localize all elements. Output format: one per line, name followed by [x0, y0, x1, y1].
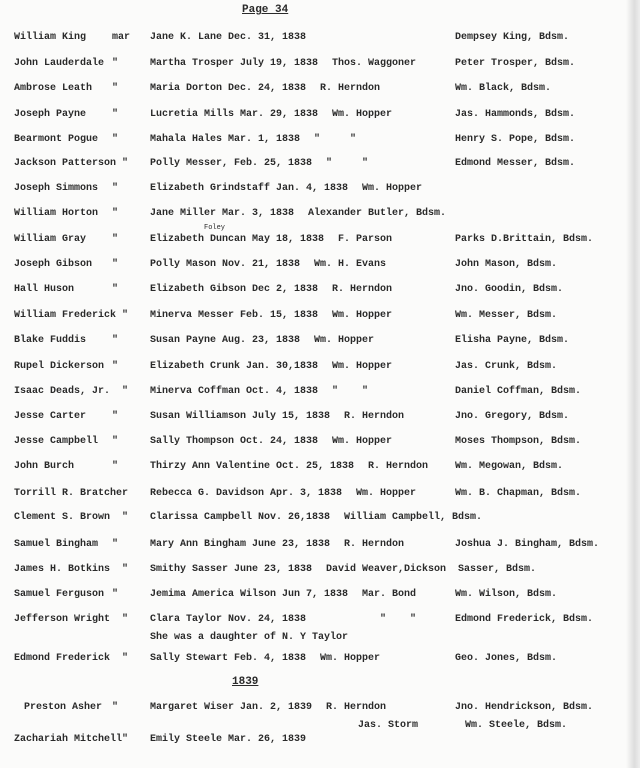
- bride-and-date: Mary Ann Bingham June 23, 1838: [150, 539, 331, 550]
- ditto-mark: ": [122, 310, 129, 321]
- bondsman: Geo. Jones, Bdsm.: [455, 653, 558, 664]
- ditto-mark: ": [112, 284, 119, 295]
- bride-and-date: Smithy Sasser June 23, 1838: [150, 564, 313, 575]
- officiant: Wm. Hopper: [332, 109, 393, 120]
- bride-and-date: Elizabeth Duncan May 18, 1838: [150, 234, 325, 245]
- record-row: [0, 183, 640, 197]
- groom-name: Jesse Carter: [14, 411, 87, 422]
- bondsman: Joshua J. Bingham, Bdsm.: [455, 539, 600, 550]
- handwritten-note: Foley: [204, 224, 226, 232]
- groom-name: Preston Asher: [24, 702, 103, 713]
- groom-name: Zachariah Mitchell: [14, 734, 123, 745]
- officiant: R. Herndon: [326, 702, 387, 713]
- officiant: Wm. Hopper: [332, 361, 393, 372]
- bride-and-date: Thirzy Ann Valentine Oct. 25, 1838: [150, 461, 355, 472]
- ditto-mark: ": [122, 614, 129, 625]
- record-row: [0, 158, 640, 172]
- record-row: [0, 109, 640, 123]
- bride-and-date: Susan Payne Aug. 23, 1838: [150, 335, 301, 346]
- ditto-mark: ": [112, 702, 119, 713]
- ditto-mark: ": [112, 183, 119, 194]
- record-row: [0, 32, 640, 46]
- jefferson-note: She was a daughter of N. Y Taylor: [150, 632, 349, 643]
- bride-and-date: Clara Taylor Nov. 24, 1838: [150, 614, 307, 625]
- record-row: [0, 702, 640, 716]
- groom-name: William Horton: [14, 208, 99, 219]
- ditto-mark: ": [112, 436, 119, 447]
- ditto-mark: ": [112, 109, 119, 120]
- bride-and-date: Margaret Wiser Jan. 2, 1839: [150, 702, 313, 713]
- officiant: R. Herndon: [332, 284, 393, 295]
- bondsman: John Mason, Bdsm.: [455, 259, 558, 270]
- bride-and-date: Polly Mason Nov. 21, 1838: [150, 259, 301, 270]
- officiant: Wm. H. Evans: [314, 259, 387, 270]
- bride-and-date: Clarissa Campbell Nov. 26,1838: [150, 512, 331, 523]
- record-row: [0, 134, 640, 148]
- bondsman: Edmond Messer, Bdsm.: [455, 158, 576, 169]
- officiant: Thos. Waggoner: [332, 58, 417, 69]
- officiant: R. Herndon: [344, 539, 405, 550]
- bride-and-date: Maria Dorton Dec. 24, 1838: [150, 83, 307, 94]
- groom-name: Bearmont Pogue: [14, 134, 99, 145]
- ditto-mark: ": [122, 386, 129, 397]
- officiant: " ": [332, 386, 369, 397]
- bondsman: Wm. Megowan, Bdsm.: [455, 461, 564, 472]
- ditto-mark: ": [122, 653, 129, 664]
- record-row: [0, 386, 640, 400]
- ditto-mark: ": [122, 158, 129, 169]
- bondsman: Parks D.Brittain, Bdsm.: [455, 234, 594, 245]
- groom-name: Jackson Patterson: [14, 158, 117, 169]
- ditto-mark: ": [122, 734, 129, 745]
- ditto-mark: ": [112, 589, 119, 600]
- record-row: [0, 564, 640, 578]
- groom-name: Joseph Gibson: [14, 259, 93, 270]
- groom-name: Isaac Deads, Jr.: [14, 386, 111, 397]
- officiant: Wm. Hopper: [332, 310, 393, 321]
- record-row: [0, 488, 640, 502]
- bride-and-date: Martha Trosper July 19, 1838: [150, 58, 319, 69]
- record-row: [0, 310, 640, 324]
- ditto-mark: ": [122, 512, 129, 523]
- officiant: R. Herndon: [368, 461, 429, 472]
- bride-and-date: Minerva Coffman Oct. 4, 1838: [150, 386, 319, 397]
- record-row: [0, 361, 640, 375]
- groom-name: William King: [14, 32, 87, 43]
- groom-name: Jesse Campbell: [14, 436, 99, 447]
- bride-and-date: Minerva Messer Feb. 15, 1838: [150, 310, 319, 321]
- officiant: Wm. Hopper: [320, 653, 381, 664]
- ditto-mark: ": [112, 539, 119, 550]
- groom-name: Clement S. Brown: [14, 512, 111, 523]
- record-row: [0, 436, 640, 450]
- record-row: [0, 208, 640, 222]
- bondsman: Edmond Frederick, Bdsm.: [455, 614, 594, 625]
- record-row: [0, 512, 640, 526]
- bondsman: Wm. Wilson, Bdsm.: [455, 589, 558, 600]
- bride-and-date: Polly Messer, Feb. 25, 1838: [150, 158, 313, 169]
- officiant: Mar. Bond: [362, 589, 417, 600]
- bondsman: Moses Thompson, Bdsm.: [455, 436, 582, 447]
- ditto-mark: ": [112, 208, 119, 219]
- groom-name: William Gray: [14, 234, 87, 245]
- bondsman: Jas. Crunk, Bdsm.: [455, 361, 558, 372]
- record-row: [0, 335, 640, 349]
- record-row: [0, 614, 640, 628]
- bondsman: Jno. Gregory, Bdsm.: [455, 411, 570, 422]
- bride-and-date: Jane K. Lane Dec. 31, 1838: [150, 32, 307, 43]
- record-row: [0, 58, 640, 72]
- bride-and-date: Sally Thompson Oct. 24, 1838: [150, 436, 319, 447]
- ditto-mark: mar: [112, 32, 131, 43]
- ditto-mark: ": [112, 335, 119, 346]
- record-row: [0, 234, 640, 248]
- officiant: Wm. Hopper: [356, 488, 417, 499]
- bondsman: Wm. B. Chapman, Bdsm.: [455, 488, 582, 499]
- record-row: [0, 734, 640, 748]
- ditto-mark: ": [122, 564, 129, 575]
- preston-second-bondsman: Wm. Steele, Bdsm.: [465, 720, 568, 731]
- officiant: " ": [314, 134, 357, 145]
- record-row: [0, 259, 640, 273]
- officiant: David Weaver,Dickson Sasser, Bdsm.: [326, 564, 537, 575]
- groom-name: John Lauderdale: [14, 58, 105, 69]
- groom-name: Joseph Payne: [14, 109, 87, 120]
- bondsman: Jno. Goodin, Bdsm.: [455, 284, 564, 295]
- bride-and-date: Emily Steele Mar. 26, 1839: [150, 734, 307, 745]
- bride-and-date: Sally Stewart Feb. 4, 1838: [150, 653, 307, 664]
- groom-name: Samuel Bingham: [14, 539, 99, 550]
- bondsman: Elisha Payne, Bdsm.: [455, 335, 570, 346]
- groom-name: Samuel Ferguson: [14, 589, 105, 600]
- bondsman: Peter Trosper, Bdsm.: [455, 58, 576, 69]
- ditto-mark: ": [112, 83, 119, 94]
- officiant: Alexander Butler, Bdsm.: [308, 208, 447, 219]
- page-title: Page 34: [242, 4, 289, 16]
- bride-and-date: Jemima America Wilson Jun 7, 1838: [150, 589, 349, 600]
- officiant: F. Parson: [338, 234, 393, 245]
- groom-name: Rupel Dickerson: [14, 361, 105, 372]
- ditto-mark: ": [112, 361, 119, 372]
- groom-name: William Frederick: [14, 310, 117, 321]
- bride-and-date: Jane Miller Mar. 3, 1838: [150, 208, 295, 219]
- officiant: " ": [320, 614, 417, 625]
- ditto-mark: ": [112, 259, 119, 270]
- record-row: [0, 411, 640, 425]
- bride-and-date: Lucretia Mills Mar. 29, 1838: [150, 109, 319, 120]
- officiant: R. Herndon: [320, 83, 381, 94]
- ditto-mark: ": [112, 134, 119, 145]
- bondsman: Henry S. Pope, Bdsm.: [455, 134, 576, 145]
- ditto-mark: ": [112, 411, 119, 422]
- record-row: [0, 83, 640, 97]
- officiant: " ": [326, 158, 369, 169]
- record-row: [0, 539, 640, 553]
- groom-name: Torrill R. Bratcher: [14, 488, 129, 499]
- groom-name: Joseph Simmons: [14, 183, 99, 194]
- bride-and-date: Mahala Hales Mar. 1, 1838: [150, 134, 301, 145]
- record-row: [0, 589, 640, 603]
- groom-name: Jefferson Wright: [14, 614, 111, 625]
- ditto-mark: ": [112, 461, 119, 472]
- groom-name: Blake Fuddis: [14, 335, 87, 346]
- bondsman: Jas. Hammonds, Bdsm.: [455, 109, 576, 120]
- preston-second-officiant: Jas. Storm: [358, 720, 419, 731]
- officiant: William Campbell, Bdsm.: [344, 512, 483, 523]
- officiant: R. Herndon: [344, 411, 405, 422]
- bondsman: Daniel Coffman, Bdsm.: [455, 386, 582, 397]
- groom-name: Edmond Frederick: [14, 653, 111, 664]
- record-row: [0, 284, 640, 298]
- bondsman: Wm. Black, Bdsm.: [455, 83, 552, 94]
- groom-name: Hall Huson: [14, 284, 75, 295]
- officiant: Wm. Hopper: [332, 436, 393, 447]
- bride-and-date: Elizabeth Gibson Dec 2, 1838: [150, 284, 319, 295]
- bondsman: Wm. Messer, Bdsm.: [455, 310, 558, 321]
- ditto-mark: ": [112, 234, 119, 245]
- bondsman: Jno. Hendrickson, Bdsm.: [455, 702, 594, 713]
- record-row: [0, 461, 640, 475]
- bride-and-date: Elizabeth Crunk Jan. 30,1838: [150, 361, 319, 372]
- bondsman: Dempsey King, Bdsm.: [455, 32, 570, 43]
- groom-name: Ambrose Leath: [14, 83, 93, 94]
- officiant: Wm. Hopper: [314, 335, 375, 346]
- record-row: [0, 653, 640, 667]
- groom-name: James H. Botkins: [14, 564, 111, 575]
- groom-name: John Burch: [14, 461, 75, 472]
- bride-and-date: Elizabeth Grindstaff Jan. 4, 1838: [150, 183, 349, 194]
- ditto-mark: ": [112, 58, 119, 69]
- bride-and-date: Susan Williamson July 15, 1838: [150, 411, 331, 422]
- section-heading-1839: 1839: [232, 676, 259, 688]
- bride-and-date: Rebecca G. Davidson Apr. 3, 1838: [150, 488, 343, 499]
- officiant: Wm. Hopper: [362, 183, 423, 194]
